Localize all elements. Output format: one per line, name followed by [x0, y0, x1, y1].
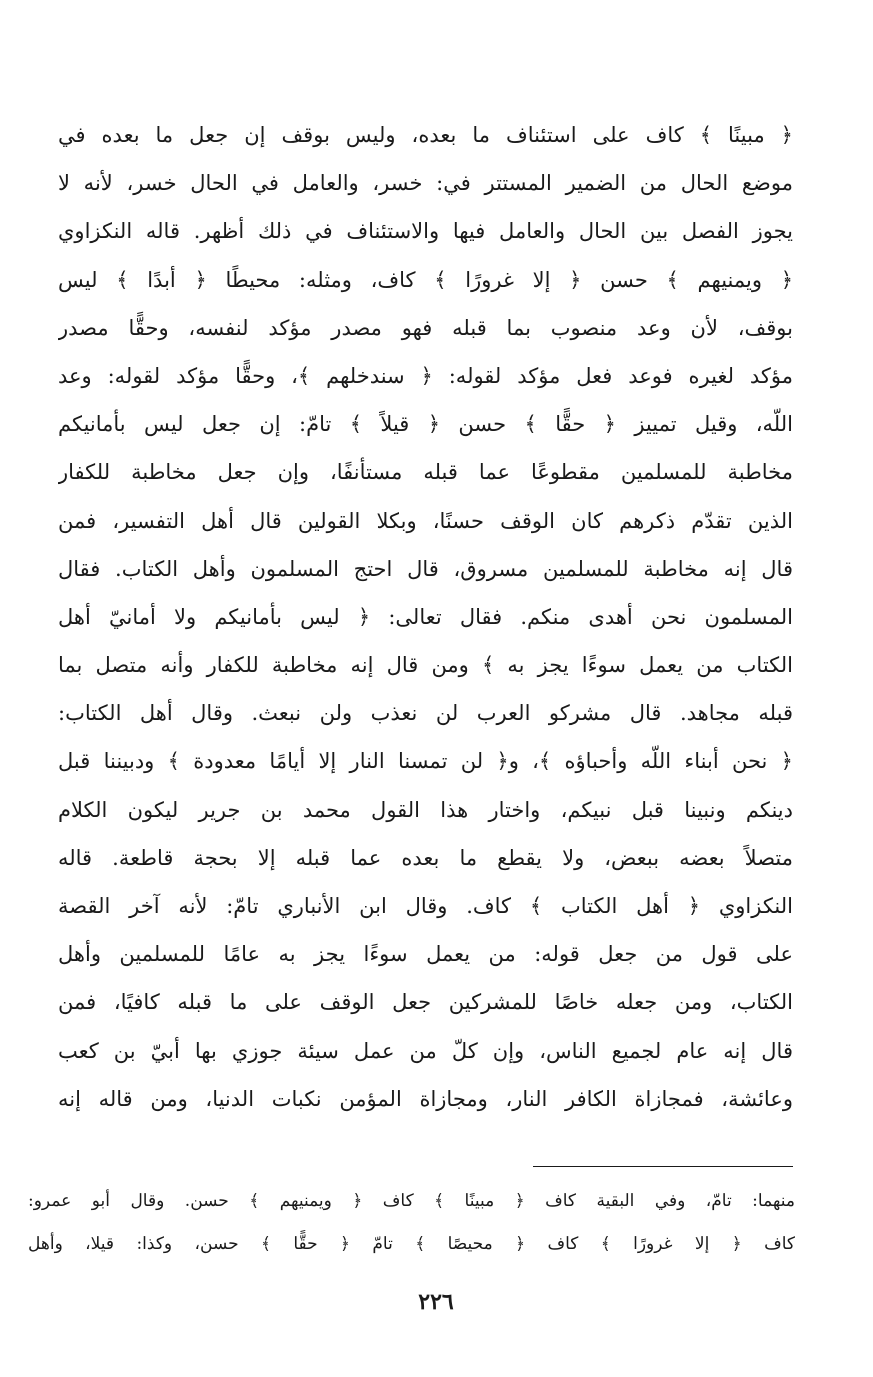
text-line: اللّه، وقيل تمييز ﴿ حقًّا ﴾ حسن ﴿ قيلاً ﴾ تامّ: إن جعل ليس بأمانيكم [58, 412, 793, 437]
text-line: الكتاب من يعمل سوءًا يجز به ﴾ ومن قال إنه مخاطبة للكفار وأنه متصل بما [58, 653, 793, 678]
page-number: ٢٢٦ [418, 1289, 454, 1315]
text-line: يجوز الفصل بين الحال والعامل فيها والاستئناف في ذلك أظهر. قاله النكزاوي [58, 219, 793, 244]
footnote-line: كاف ﴿ إلا غرورًا ﴾ كاف ﴿ محيصًا ﴾ تامّ ﴿ حقًّا ﴾ حسن، وكذا: قيلا، وأهل [28, 1234, 795, 1254]
text-line: النكزاوي ﴿ أهل الكتاب ﴾ كاف. وقال ابن الأنباري تامّ: لأنه آخر القصة [58, 894, 793, 918]
text-line: على قول من جعل قوله: من يعمل سوءًا يجز به عامًا للمسلمين وأهل [58, 942, 793, 967]
text-line: مخاطبة للمسلمين مقطوعًا عما قبله مستأنفًا، وإن جعل مخاطبة للكفار [58, 460, 793, 485]
text-line: دينكم ونبينا قبل نبيكم، واختار هذا القول محمد بن جرير ليكون الكلام [58, 797, 793, 822]
text-line: ﴿ مبينًا ﴾ كاف على استئناف ما بعده، وليس بوقف إن جعل ما بعده في [58, 123, 793, 147]
text-line: مؤكد لغيره فوعد فعل مؤكد لقوله: ﴿ سندخلهم ﴾، وحقًّا مؤكد لقوله: وعد [58, 363, 793, 388]
text-line: الكتاب، ومن جعله خاصًا للمشركين جعل الوقف على ما قبله كافيًا، فمن [58, 990, 793, 1015]
text-line: قبله مجاهد. قال مشركو العرب لن نعذب ولن نبعث. وقال أهل الكتاب: [58, 701, 793, 726]
text-line: الذين تقدّم ذكرهم كان الوقف حسنًا، وبكلا القولين قال أهل التفسير، فمن [58, 508, 793, 533]
footnote-divider [533, 1166, 793, 1167]
footnote-line: منهما: تامّ، وفي البقية كاف ﴿ مبينًا ﴾ كاف ﴿ ويمنيهم ﴾ حسن. وقال أبو عمرو: [28, 1191, 795, 1211]
text-line: ﴿ نحن أبناء اللّه وأحباؤه ﴾، و﴿ لن تمسنا النار إلا أيامًا معدودة ﴾ ودبيننا قبل [58, 749, 793, 774]
footnotes [28, 1180, 795, 1266]
main-text-body [58, 111, 793, 1123]
text-line: قال إنه مخاطبة للمسلمين مسروق، قال احتج المسلمون وأهل الكتاب. فقال [58, 556, 793, 581]
text-line: بوقف، لأن وعد منصوب بما قبله فهو مصدر مؤكد لنفسه، وحقًّا مصدر [58, 315, 793, 340]
text-line: قال إنه عام لجميع الناس، وإن كلّ من عمل سيئة جوزي بها أبيّ بن كعب [58, 1038, 793, 1063]
text-line: موضع الحال من الضمير المستتر في: خسر، والعامل في الحال خسر، لأنه لا [58, 171, 793, 196]
text-line: وعائشة، فمجازاة الكافر النار، ومجازاة المؤمن نكبات الدنيا، ومن قاله إنه [58, 1086, 793, 1111]
text-line: متصلاً بعضه ببعض، ولا يقطع ما بعده عما قبله إلا بحجة قاطعة. قاله [58, 845, 793, 870]
text-line: المسلمون نحن أهدى منكم. فقال تعالى: ﴿ ليس بأمانيكم ولا أمانيّ أهل [58, 604, 793, 629]
text-line: ﴿ ويمنيهم ﴾ حسن ﴿ إلا غرورًا ﴾ كاف، ومثله: محيطًا ﴿ أبدًا ﴾ ليس [58, 267, 793, 292]
